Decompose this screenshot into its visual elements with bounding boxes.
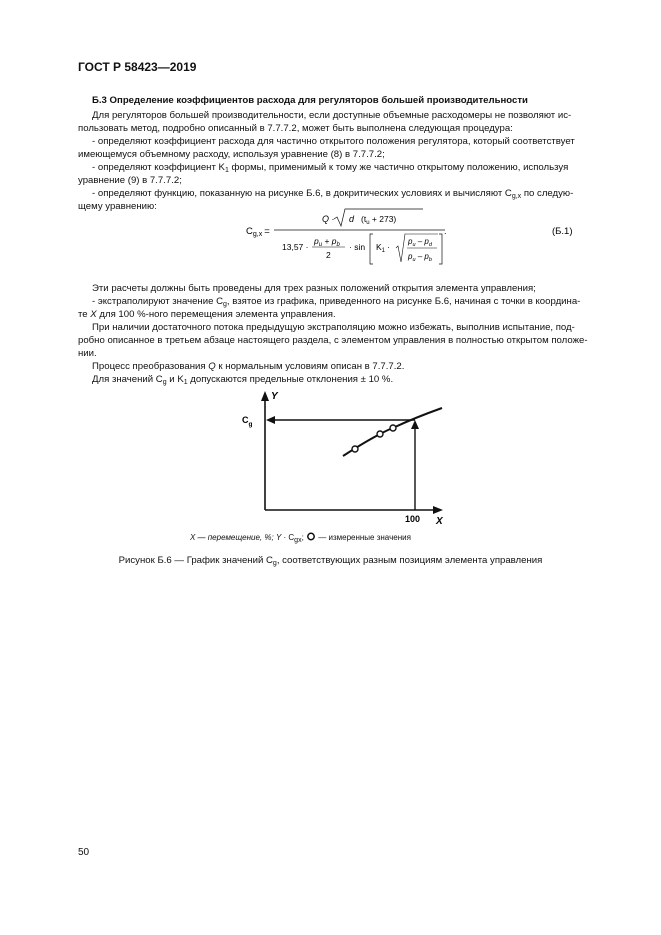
paragraph-line: Для значений $C_g$ и $K_1$ допускаются предельные отклонения ± 10 %. [92,374,394,386]
paragraph-line: При наличии достаточного потока предыдущую экстраполяцию можно избежать, выполнив испытание, под- [92,322,575,333]
formula-number: (Б.1) [552,226,573,237]
paragraph-line: - определяют коэффициент расхода для частично открытого положения регулятора, который соответствует [92,136,575,147]
paragraph-line: Для регуляторов большей производительности, если доступные объемные расходомеры не позволяют ис- [92,110,572,121]
paragraph-line: те X для 100 %-ного перемещения элемента управления. [78,309,336,320]
figure-b6 [230,385,460,525]
paragraph-line: уравнение (9) в 7.7.7.2; [78,175,182,186]
document-header: ГОСТ Р 58423—2019 [78,60,197,74]
figure-caption: Рисунок Б.6 — График значений $C_g$, соответствующих разным позициям элемента управления [118,555,543,567]
paragraph-line: робно описанное в третьем абзаце настоящего раздела, с элементом управления в полностью открытом положе- [78,335,588,346]
formula-den-sin: · sin [349,242,366,252]
formula-inner-den: $p_u - p_b$ [408,252,432,263]
paragraph-line: - определяют коэффициент $K_1$ формы, применимый к тому же частично открытому положению, используя [92,162,569,174]
y-axis-arrow [261,391,269,401]
formula-end: . [444,226,447,236]
formula-num-q: Q · [322,214,335,224]
measured-point [390,425,396,431]
paragraph-line: нии. [78,348,97,359]
formula-num-tu: $(t_u + 273)$ [361,214,397,226]
measured-point-icon [306,532,316,541]
x-axis-label: X [436,516,443,525]
paragraph-line: пользовать метод, подробно описанный в 7.7.7.2, может быть выполнена следующая процедура: [78,123,513,134]
formula-inner-num: $p_u - p_d$ [408,237,432,248]
measured-point [377,431,383,437]
formula-den-k: $K_1$ · [376,242,390,254]
paragraph-line: имеющемуся объемному расходу, используя уравнение (8) в 7.7.7.2; [78,149,385,160]
measured-point [352,446,358,452]
section-title: Б.3 Определение коэффициентов расхода для регуляторов большей производительности [92,95,528,106]
formula-den-sum: $p_u + p_b$ [314,236,340,248]
formula-lhs: $C_{g,x}$ = [246,226,270,238]
formula-num-d: d [349,214,355,224]
cg-guide-arrow [266,416,275,424]
paragraph-line: щему уравнению: [78,201,157,212]
page-number: 50 [78,847,90,858]
paragraph-line: Процесс преобразования Q к нормальным условиям описан в 7.7.7.2. [92,361,405,372]
y-axis-label: Y [271,391,278,402]
paragraph-line: Эти расчеты должны быть проведены для трех разных положений открытия элемента управления; [92,283,536,294]
formula-den-coef: 13,57 · [282,242,309,252]
formula-den-two: 2 [326,250,331,260]
x-tick-label: 100 [405,514,421,524]
cg-label: $C_g$ [242,415,253,428]
paragraph-line: - экстраполируют значение $C_g$, взятое из графика, приведенного на рисунке Б.6, начиная с точки в координа- [92,296,581,308]
figure-legend: X — перемещение, %; $Y \cdot C_{gx}$; — измеренные значения [190,533,411,544]
formula-b1 [230,208,600,272]
x-axis-arrow [433,506,443,514]
paragraph-line: - определяют функцию, показанную на рисунке Б.6, в докритических условиях и вычисляют $C_{g,x}$ по следую- [92,188,574,200]
x100-guide-arrow [411,420,419,429]
